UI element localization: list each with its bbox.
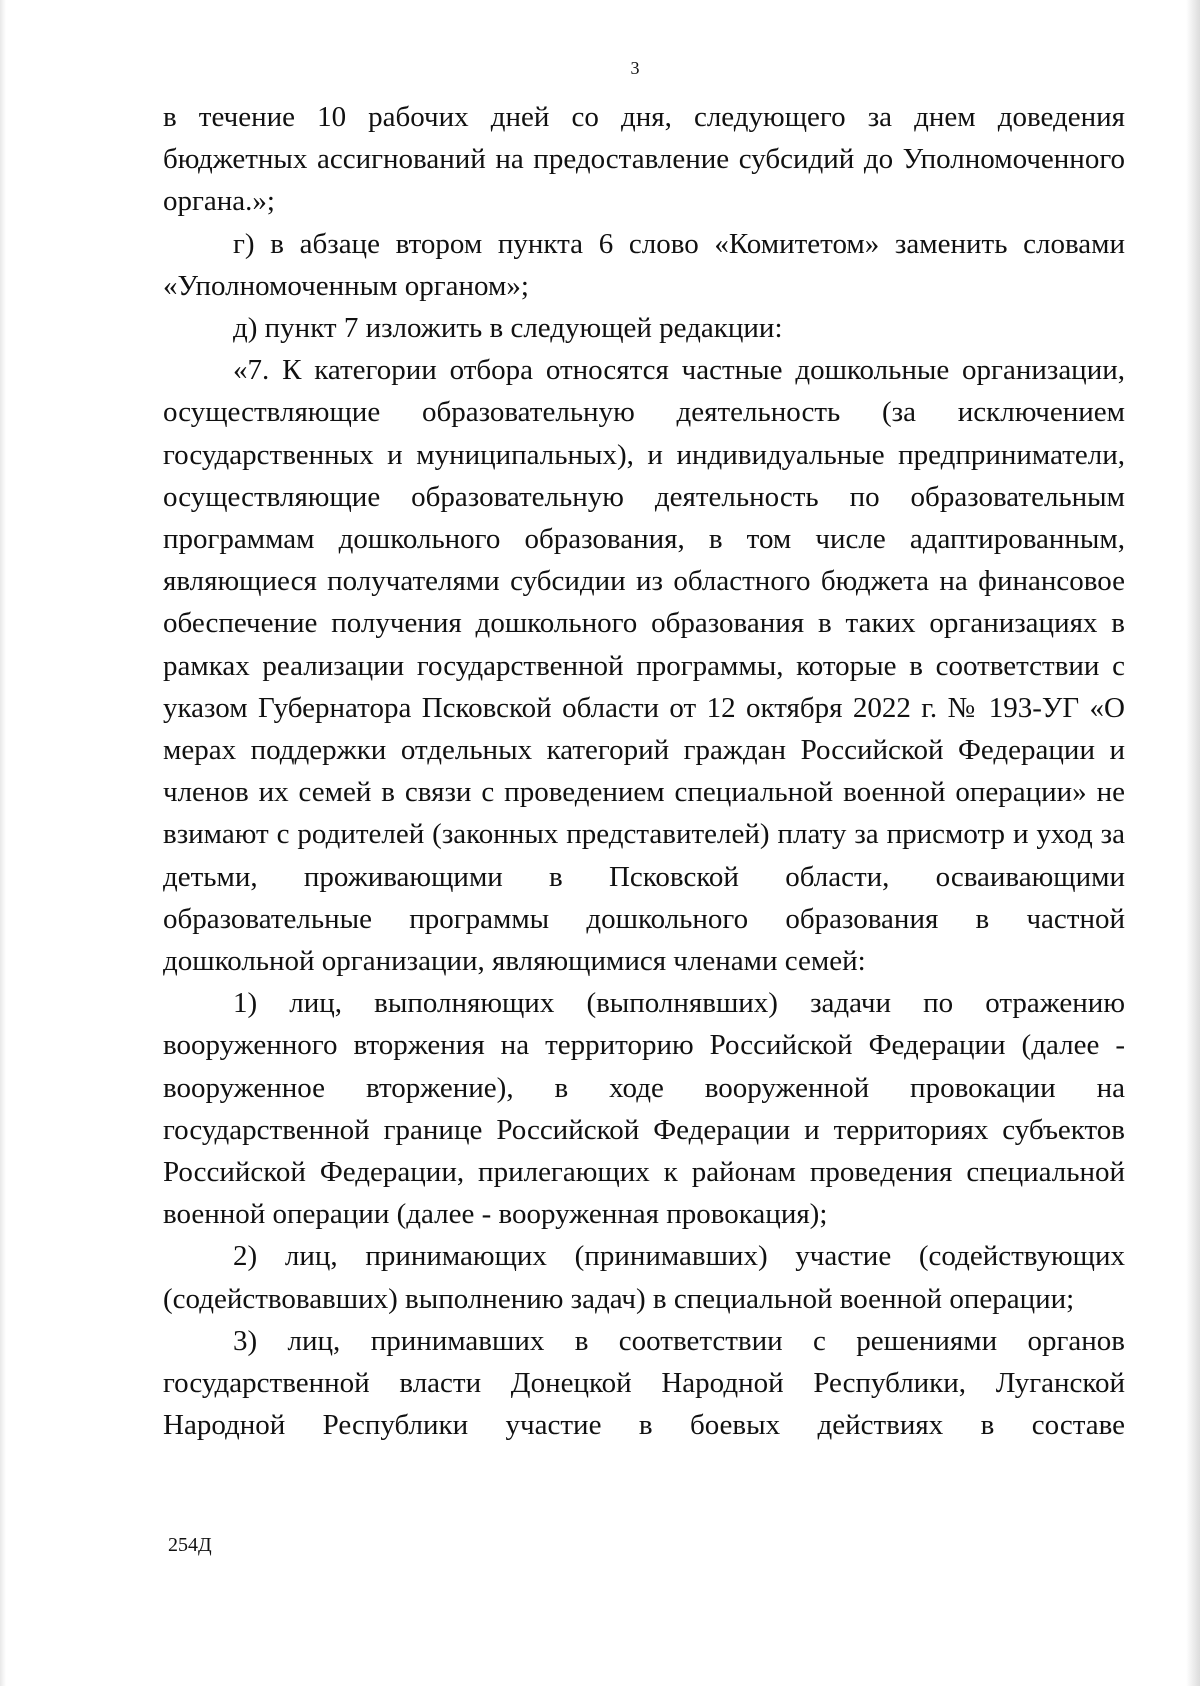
document-code: 254Д [168,1534,212,1556]
scan-edge-right [1186,0,1200,1686]
paragraph-subitem-1: 1) лиц, выполняющих (выполнявших) задачи по отражению вооруженного вторжения на территорию Российской Федерации (далее - вооруженное вторжение), в ходе вооруженной провокации на государственной границе Российской Федерации и территориях субъектов Российской Федерации, прилегающих к районам проведения специальной военной операции (далее - вооруженная провокация); [163,987,1125,1231]
paragraph-subitem-2: 2) лиц, принимающих (принимавших) участие (содействующих (содействовавших) выполнению задач) в специальной военной операции; [163,1240,1125,1315]
paragraph-item-d: д) пункт 7 изложить в следующей редакции: [233,312,783,345]
page-number: 3 [630,58,640,78]
paragraph-subitem-3: 3) лиц, принимавших в соответствии с решениями органов государственной власти Донецкой Народной Республики, Луганской Народной Республики участие в боевых действиях в составе [163,1324,1125,1442]
scan-edge-left [0,0,6,1686]
paragraph-continuation: в течение 10 рабочих дней со дня, следующего за днем доведения бюджетных ассигнований на предоставление субсидий до Уполномоченного органа.»; [163,101,1125,218]
paragraph-item-g: г) в абзаце втором пункта 6 слово «Комитетом» заменить словами «Уполномоченным органом»; [163,227,1125,302]
paragraph-clause-7: «7. К категории отбора относятся частные дошкольные организации, осуществляющие образовательную деятельность (за исключением государственных и муниципальных), и индивидуальные предприниматели, осуществляющие образовательную деятельность по образовательным программам дошкольного образования, в том числе адаптированным, являющиеся получателями субсидии из областного бюджета на финансовое обеспечение получения дошкольного образования в таких организациях в рамках реализации государственной программы, которые в соответствии с указом Губернатора Псковской области от 12 октября 2022 г. № 193-УГ «О мерах поддержки отдельных категорий граждан Российской Федерации и членов их семей в связи с проведением специальной военной операции» не взимают с родителей (законных представителей) плату за присмотр и уход за детьми, проживающими в Псковской области, осваивающими образовательные программы дошкольного образования в частной дошкольной организации, являющимися членами семей: [163,354,1125,978]
document-body [163,96,1125,1447]
